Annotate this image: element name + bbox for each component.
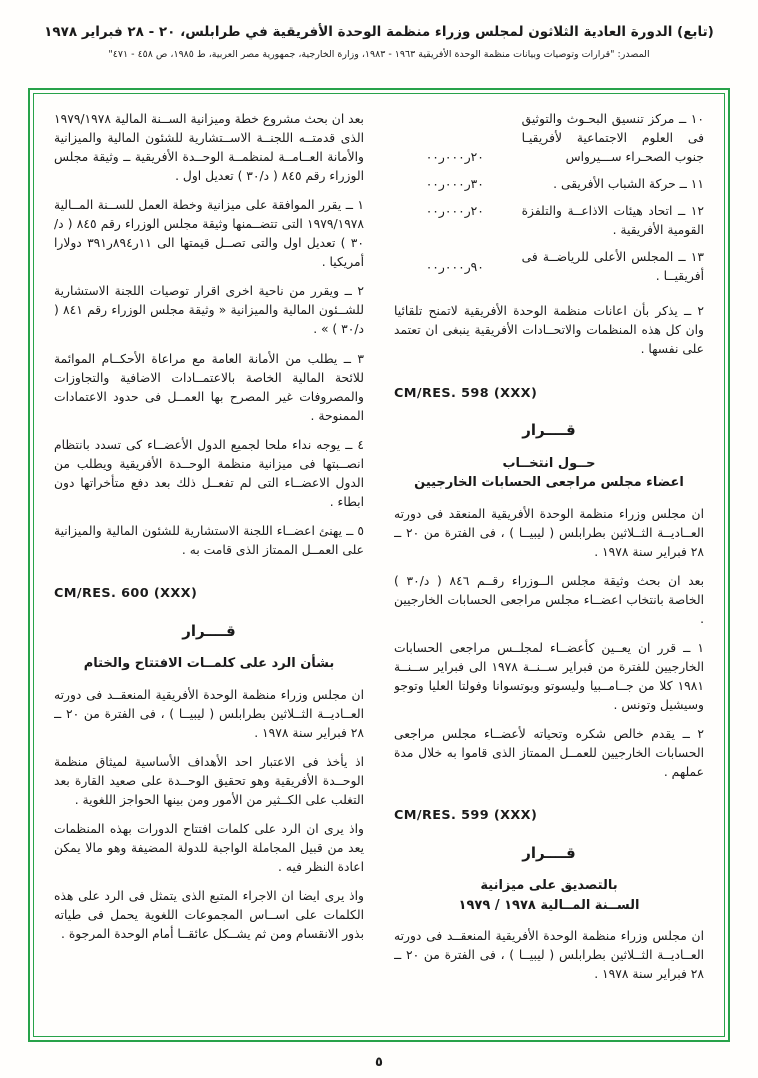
paragraph: ١ ــ قرر ان يعــين كأعضــاء لمجلــس مراجعى الحسابات الخارجيين للفترة من فبراير ســنــة ١٩٧٨ الى فبراير ســنــة ١٩٨١ كلا من جــامــبيا وليسوتو وبوتسوانا وفولتا العليا وتوجو وسيشيل وتونس . — [394, 640, 704, 713]
paragraph: واذ يرى ان الرد على كلمات افتتاح الدورات بهذه المنظمات يعد من قبيل المجاملة الواجبة للدولة المضيفة وهو مالا يمكن اعادة النظر فيه . — [54, 821, 364, 874]
resolution-599-subtitle-line2: الســنة المــالية ١٩٧٨ / ١٩٧٩ — [458, 897, 640, 913]
paragraph: واذ يرى ايضا ان الاجراء المتبع الذى يتمثل فى الرد على هذه الكلمات على اســاس المجموعات اللغوية يحمل فى طياته بذور الانقسام ومن ثم يشــكل عائقــا أمام الوحدة المرجوة . — [54, 888, 364, 942]
resolution-599-subtitle-line1: بالتصديق على ميزانية — [480, 878, 618, 894]
resolution-599-title: قــــرار — [522, 844, 576, 863]
paragraph: ان مجلس وزراء منظمة الوحدة الأفريقية المنعقــد فى دورته العــاديــة الثــلاثين بطرابلس ( ليبيــا ) ، فى الفترة من ٢٠ ــ ٢٨ فبراير سنة ١٩٧٨ . — [54, 687, 364, 740]
paragraph: اذ يأخذ فى الاعتبار احد الأهداف الأساسية لميثاق منظمة الوحــدة الأفريقية وهو تحقيق الوحــدة على صعيد القارة بعد التغلب على الكــثير من الأمور ومن بينها الحواجز اللغوية . — [54, 754, 364, 807]
resolution-598-code: CM/RES. 598 (XXX) — [394, 385, 538, 401]
budget-item-10 — [394, 110, 704, 167]
resolution-599-code: CM/RES. 599 (XXX) — [394, 808, 538, 824]
column-right — [394, 110, 704, 1026]
budget-item-text: ١٣ ــ المجلس الأعلى للرياضــة فى أفريقيــا . — [521, 250, 704, 284]
resolution-600-title: قــــرار — [182, 621, 236, 640]
resolution-599-subtitle — [394, 876, 704, 915]
resolution-598-subtitle-line1: حــول انتخــاب — [502, 455, 596, 471]
resolution-600-subtitle-line1: بشأن الرد على كلمــات الافتتاح والختام — [83, 656, 335, 672]
two-column-layout — [54, 110, 704, 1026]
paragraph: ان مجلس وزراء منظمة الوحدة الأفريقية المنعقــد فى دورته العــاديــة الثــلاثين بطرابلس ( ليبيــا ) ، فى الفترة من ٢٠ ــ ٢٨ فبراير سنة ١٩٧٨ . — [394, 929, 704, 982]
budget-item-amount: ٢٠ر٠٠٠ر٠٠ — [425, 204, 484, 219]
budget-item-amount: ٩٠ر٠٠٠ر٠٠ — [425, 259, 484, 274]
budget-item-amount: ٣٠ر٠٠٠ر٠٠ — [425, 177, 484, 192]
paragraph: ٥ ــ يهنئ اعضــاء اللجنة الاستشارية للشئون المالية والميزانية على العمــل الممتاز الذى قامت به . — [54, 523, 364, 557]
paragraph: بعد ان بحث مشروع خطة وميزانية الســنة المالية ١٩٧٩/١٩٧٨ الذى قدمتــه اللجنــة الاســتشارية للشئون المالية والميزانية والأمانة العــامــة لمنظمــة الوحــدة الأفريقية ــ وثيقة مجلس الوزراء رقم ٨٤٥ ( د/٣٠ ) تعديل اول . — [54, 112, 364, 184]
column-left — [54, 110, 364, 1026]
page-header — [0, 0, 758, 60]
header-title: (تابع) الدورة العادية الثلاثون لمجلس وزراء منظمة الوحدة الأفريقية في طرابلس، ٢٠ - ٢٨ فبراير ١٩٧٨ — [44, 24, 714, 40]
paragraph: ٢ ــ ويقرر من ناحية اخرى اقرار توصيات اللجنة الاستشارية للشــئون المالية والميزانية « وثيقة مجلس الوزراء رقم ٨٤١ ( د/٣٠ ) » . — [54, 284, 364, 337]
budget-item-12 — [394, 202, 704, 240]
budget-item-amount: ٢٠ر٠٠٠ر٠٠ — [425, 150, 484, 165]
budget-item-11 — [394, 175, 704, 194]
budget-item-text: ١١ ــ حركة الشباب الأفريقى . — [553, 177, 704, 192]
resolution-598-subtitle — [394, 454, 704, 493]
paragraph: بعد ان بحث وثيقة مجلس الــوزراء رقــم ٨٤٦ ( د/٣٠ ) الخاصة بانتخاب اعضــاء مجلس مراجعى الحسابات الخارجيين . — [394, 573, 704, 626]
paragraph: ١ ــ يقرر الموافقة على ميزانية وخطة العمل للســنة المــالية ١٩٧٩/١٩٧٨ التى تتضــمنها وثيقة مجلس الوزراء رقم ٨٤٥ ( د/٣٠ ) تعديل اول والتى تصــل قيمتها الى ١١ر٨٩٤ر٣٩١ دولارا أمريكيا . — [54, 198, 364, 270]
page-footer — [0, 1051, 758, 1070]
green-frame — [28, 88, 730, 1042]
resolution-598-title: قــــرار — [522, 421, 576, 440]
green-frame-inner — [33, 93, 725, 1037]
budget-item-text: ١٢ ــ اتحاد هيئات الاذاعــة والتلفزة القومية الأفريقية . — [521, 204, 704, 238]
budget-item-13 — [394, 248, 704, 286]
budget-item-text: ١٠ ــ مركز تنسيق البحـوث والتوثيق فى العلوم الاجتماعية لأفريقيـا جنوب الصحـراء ســـيرواس — [521, 112, 704, 165]
budget-note-paragraph: ٢ ــ يذكر بأن اعانات منظمة الوحدة الأفريقية لاتمنح تلقائيا وان كل هذه المنظمات والاتحــادات الأفريقية ينبغى ان تعتمد على نفسها . — [394, 304, 704, 357]
paragraph: ٤ ــ يوجه نداء ملحا لجميع الدول الأعضــاء كى تسدد بانتظام انصــبتها فى ميزانية منظمة الوحــدة الأفريقية ويطلب من الدول الاعضــاء التى لم تفعــل ذلك بعد دفع متأخراتها دون ابطاء . — [54, 437, 364, 509]
paragraph: ان مجلس وزراء منظمة الوحدة الأفريقية المنعقد فى دورته العــاديــة الثــلاثين بطرابلس ( ليبيــا ) ، فى الفترة من ٢٠ ــ ٢٨ فبراير سنة ١٩٧٨ . — [394, 506, 704, 559]
paragraph: ٣ ــ يطلب من الأمانة العامة مع مراعاة الأحكــام الموائمة للائحة المالية الخاصة بالاعتمــادات الاضافية والتجاوزات والمصروفات غير المصرح بها العمــل فى حدود الاعتمادات الممنوحة . — [54, 351, 364, 423]
paragraph: ٢ ــ يقدم خالص شكره وتحياته لأعضــاء مجلس مراجعى الحسابات الخارجيين للعمــل الممتاز الذى قاموا به خلال مدة عملهم . — [394, 727, 704, 780]
header-source-line: المصدر: "قرارات وتوصيات وبيانات منظمة الوحدة الأفريقية ١٩٦٣ - ١٩٨٣، وزارة الخارجية، جمهورية مصر العربية، ط ١٩٨٥، ص ٤٥٨ - ٤٧١" — [108, 49, 650, 60]
page-number: ٥ — [375, 1055, 383, 1070]
resolution-598-subtitle-line2: اعضاء مجلس مراجعى الحسابات الخارجيين — [414, 475, 684, 491]
budget-list — [394, 110, 704, 286]
resolution-600-subtitle — [54, 654, 364, 674]
resolution-600-code: CM/RES. 600 (XXX) — [54, 585, 198, 601]
